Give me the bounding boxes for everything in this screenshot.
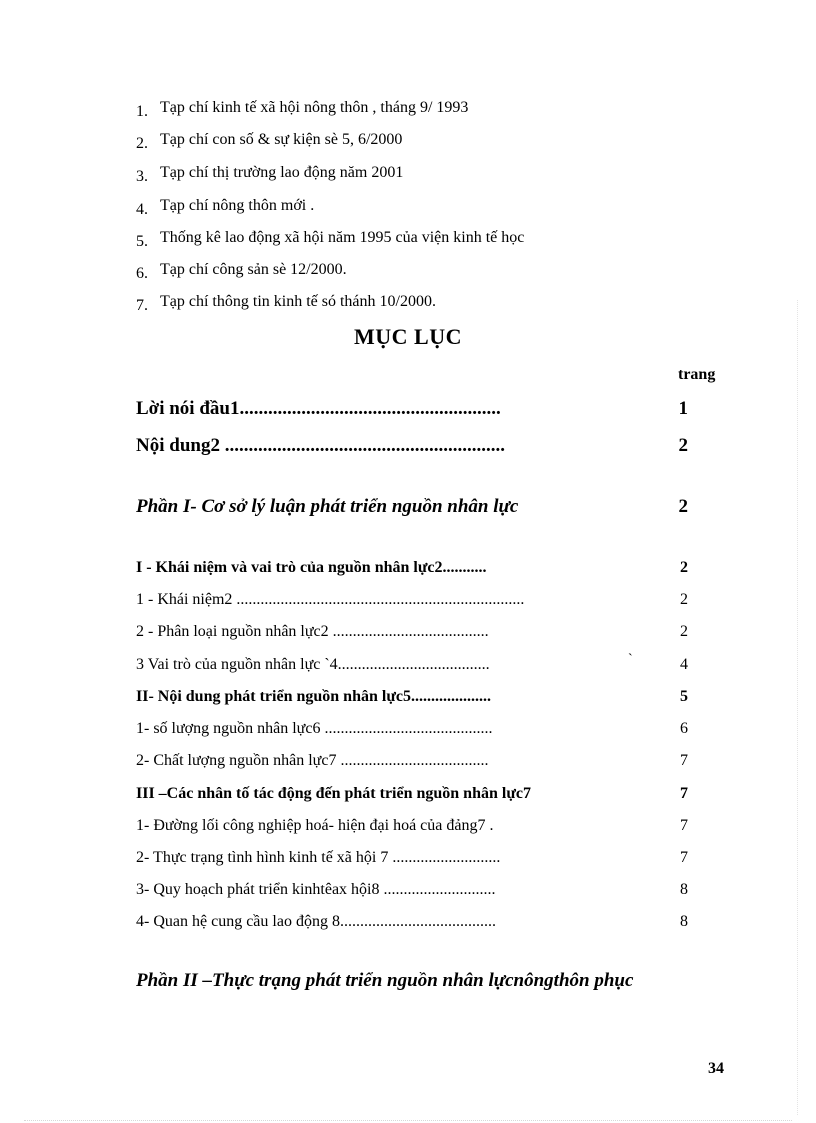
toc-entry-page: 2: [680, 559, 688, 576]
toc-entry-page: 7: [680, 817, 688, 834]
reference-text: Tạp chí con số & sự kiện sè 5, 6/2000: [160, 131, 403, 148]
toc-entry: [136, 623, 688, 641]
toc-entry-page: 8: [680, 881, 688, 898]
reference-text: Tạp chí kinh tế xã hội nông thôn , tháng 9/ 1993: [160, 99, 469, 116]
reference-text: Thống kê lao động xã hội năm 1995 của viện kinh tế học: [160, 229, 525, 246]
toc-entry-page: 2: [680, 591, 688, 608]
stray-mark: `: [628, 652, 633, 667]
reference-number: 4.: [136, 201, 148, 218]
reference-number: 5.: [136, 233, 148, 250]
toc-entry: [136, 752, 688, 770]
toc-entry-page: 4: [680, 656, 688, 673]
toc-entry-text: 1 - Khái niệm2 ........................................................................: [136, 591, 525, 608]
reference-number: 7.: [136, 297, 148, 314]
toc-entry-text: III –Các nhân tố tác động đến phát triển nguồn nhân lực7: [136, 785, 532, 802]
reference-text: Tạp chí thông tin kinh tế só thánh 10/2000.: [160, 293, 436, 310]
reference-item: [136, 163, 403, 183]
toc-entry-text: 1- Đường lối công nghiệp hoá- hiện đại hoá của đảng7 .: [136, 817, 494, 834]
page-number: 34: [708, 1060, 724, 1077]
toc-entry: [136, 398, 688, 420]
toc-entry: [136, 720, 688, 738]
toc-section-heading: [136, 785, 688, 803]
toc-page-header: trang: [678, 366, 716, 383]
toc-entry: [136, 591, 688, 609]
reference-item: [136, 98, 468, 118]
toc-entry-text: Lời nói đầu1.......................................................: [136, 398, 501, 419]
toc-entry-page: 2: [680, 623, 688, 640]
toc-entry-text: 2- Chất lượng nguồn nhân lực7 .....................................: [136, 752, 489, 769]
reference-item: [136, 196, 314, 216]
toc-entry: [136, 849, 688, 867]
toc-part-heading: [136, 970, 736, 992]
toc-entry: [136, 817, 688, 835]
toc-entry-text: 4- Quan hệ cung cầu lao động 8.......................................: [136, 913, 496, 930]
toc-entry-text: 2- Thực trạng tình hình kinh tế xã hội 7 ...........................: [136, 849, 501, 866]
toc-entry-text: Phần II –Thực trạng phát triển nguồn nhân lựcnôngthôn phục: [136, 970, 634, 991]
toc-entry-page: 7: [680, 785, 688, 802]
toc-entry-page: 6: [680, 720, 688, 737]
toc-entry-page: 1: [678, 398, 688, 419]
toc-entry-page: 5: [680, 688, 688, 705]
toc-entry-page: 7: [680, 752, 688, 769]
reference-text: Tạp chí công sản sè 12/2000.: [160, 261, 347, 278]
reference-item: [136, 228, 524, 248]
reference-item: [136, 292, 436, 312]
toc-part-heading: [136, 496, 688, 518]
reference-item: [136, 130, 402, 150]
toc-entry: [136, 435, 688, 457]
toc-entry-text: 3- Quy hoạch phát triển kinhtêax hội8 ............................: [136, 881, 496, 898]
reference-number: 1.: [136, 103, 148, 120]
toc-entry-text: Phần I- Cơ sở lý luận phát triển nguồn nhân lực: [136, 496, 519, 517]
toc-entry: [136, 881, 688, 899]
toc-entry-text: I - Khái niệm và vai trò của nguồn nhân lực2...........: [136, 559, 487, 576]
toc-entry-page: 8: [680, 913, 688, 930]
reference-text: Tạp chí nông thôn mới .: [160, 197, 315, 214]
reference-number: 6.: [136, 265, 148, 282]
toc-entry-page: 2: [678, 496, 688, 517]
toc-entry-page: 2: [678, 435, 688, 456]
toc-entry-text: 3 Vai trò của nguồn nhân lực `4......................................: [136, 656, 490, 673]
toc-section-heading: [136, 559, 688, 577]
page-border-right: [797, 300, 798, 1115]
reference-item: [136, 260, 347, 280]
toc-entry-page: 7: [680, 849, 688, 866]
toc-entry: [136, 913, 688, 931]
toc-section-heading: [136, 688, 688, 706]
toc-entry-text: II- Nội dung phát triển nguồn nhân lực5....................: [136, 688, 492, 705]
reference-number: 2.: [136, 135, 148, 152]
toc-entry-text: 2 - Phân loại nguồn nhân lực2 .......................................: [136, 623, 489, 640]
toc-title: MỤC LỤC: [354, 324, 462, 349]
reference-text: Tạp chí thị trường lao động năm 2001: [160, 164, 404, 181]
toc-entry-text: Nội dung2 ...........................................................: [136, 435, 505, 456]
toc-entry-text: 1- số lượng nguồn nhân lực6 ..........................................: [136, 720, 493, 737]
page-border-bottom: [24, 1120, 792, 1121]
toc-entry: [136, 656, 688, 674]
reference-number: 3.: [136, 168, 148, 185]
